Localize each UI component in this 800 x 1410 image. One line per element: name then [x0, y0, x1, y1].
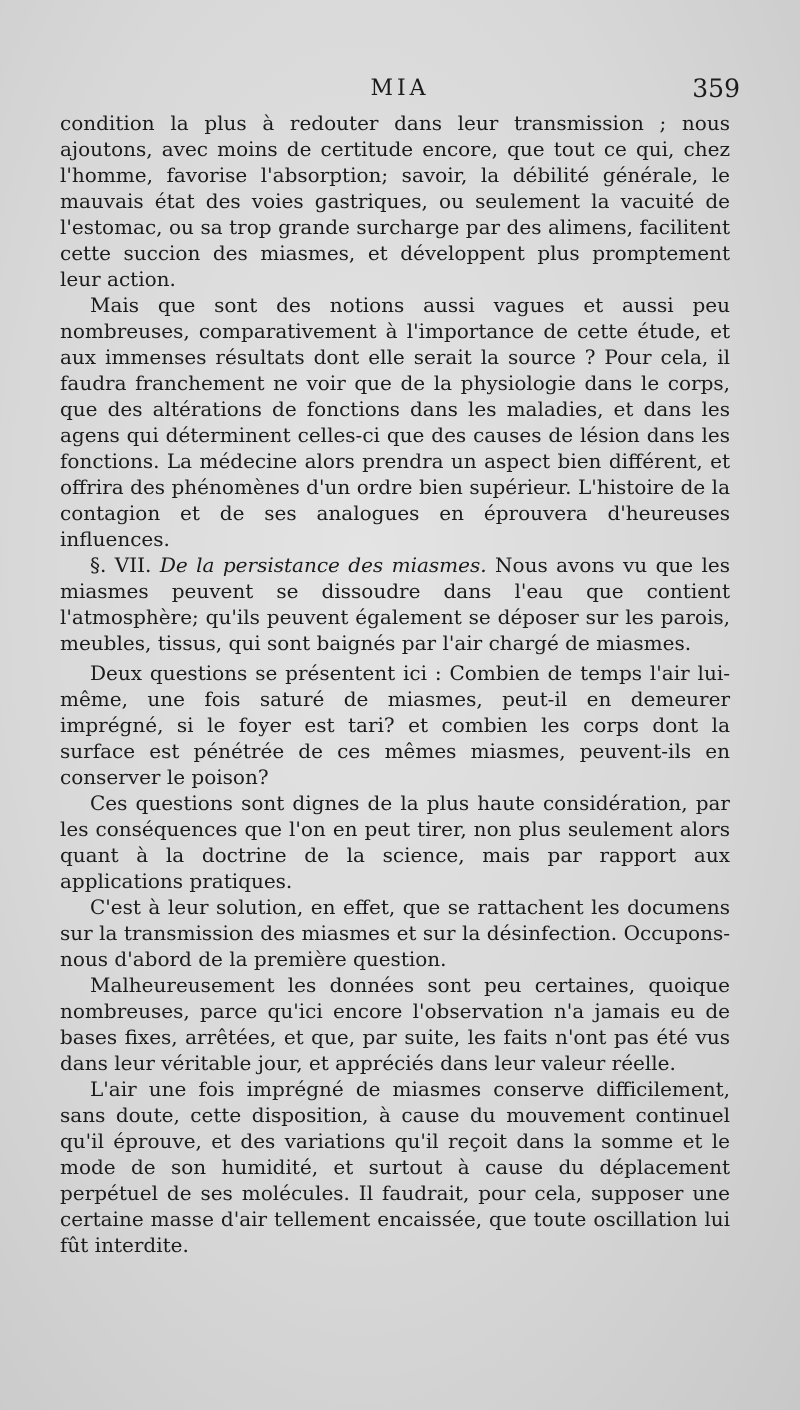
paragraph: Malheureusement les données sont peu certaines, quoique nombreuses, parce qu'ici encore l'observation n'a jamais eu de bases fixes, arrêtées, et que, par suite, les faits n'ont pas été vus dans leur véritable jour, et appréciés dans leur valeur réelle. [60, 973, 730, 1075]
paragraph: condition la plus à redouter dans leur transmission ; nous ajoutons, avec moins de certitude encore, que tout ce qui, chez l'homme, favorise l'absorption; savoir, la débilité générale, le mauvais état des voies gastriques, ou seulement la vacuité de l'estomac, ou sa trop grande surcharge par des alimens, facilitent cette succion des miasmes, et développent plus promptement leur action. [60, 111, 730, 291]
section-paragraph [60, 552, 730, 656]
section-number: §. VII. [90, 553, 152, 577]
running-head: MIA [370, 76, 430, 101]
page-number: 359 [692, 74, 740, 103]
body-text [60, 110, 730, 1258]
paragraph: Mais que sont des notions aussi vagues et aussi peu nombreuses, comparativement à l'importance de cette étude, et aux immenses résultats dont elle serait la source ? Pour cela, il faudra franchement ne voir que de la physiologie dans le corps, que des altérations de fonctions dans les maladies, et dans les agens qui déterminent celles-ci que des causes de lésion dans les fonctions. La médecine alors prendra un aspect bien différent, et offrira des phénomènes d'un ordre bien supérieur. L'histoire de la contagion et de ses analogues en éprouvera d'heureuses influences. [60, 293, 730, 551]
paragraph: L'air une fois imprégné de miasmes conserve difficilement, sans doute, cette disposition, à cause du mouvement continuel qu'il éprouve, et des variations qu'il reçoit dans la somme et le mode de son humidité, et surtout à cause du déplacement perpétuel de ses molécules. Il faudrait, pour cela, supposer une certaine masse d'air tellement encaissée, que toute oscillation lui fût interdite. [60, 1077, 730, 1257]
section-body: Nous avons vu que les miasmes peuvent se dissoudre dans l'eau que contient l'atmosphère; qu'ils peuvent également se déposer sur les parois, meubles, tissus, qui sont baignés par l'air chargé de miasmes. [60, 553, 731, 655]
paragraph: C'est à leur solution, en effet, que se rattachent les documens sur la transmission des miasmes et sur la désinfection. Occupons-nous d'abord de la première question. [60, 895, 730, 971]
page-header [60, 74, 740, 110]
paragraph: Deux questions se présentent ici : Combien de temps l'air lui-même, une fois saturé de miasmes, peut-il en demeurer imprégné, si le foyer est tari? et combien les corps dont la surface est pénétrée de ces mêmes miasmes, peuvent-ils en conserver le poison? [60, 661, 730, 789]
section-heading: De la persistance des miasmes. [159, 553, 487, 577]
paragraph: Ces questions sont dignes de la plus haute considération, par les conséquences que l'on en peut tirer, non plus seulement alors quant à la doctrine de la science, mais par rapport aux applications pratiques. [60, 791, 730, 893]
